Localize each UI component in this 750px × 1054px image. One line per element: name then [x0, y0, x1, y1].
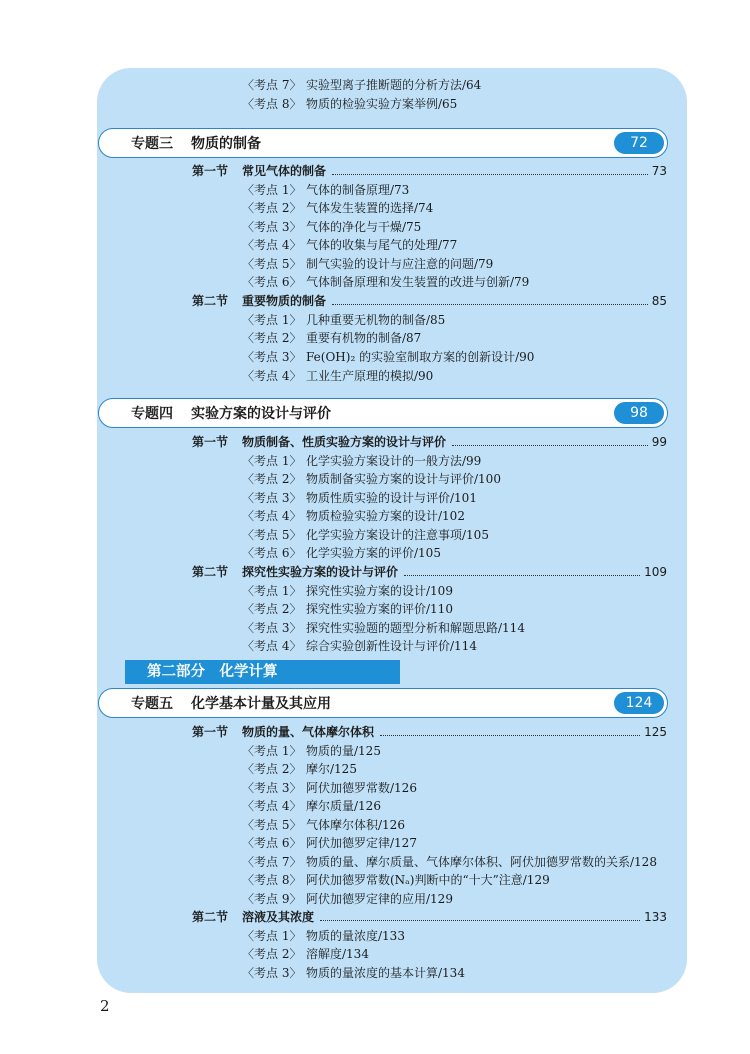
item-title: 制气实验的设计与应注意的问题/79 [306, 257, 494, 271]
item-title: 物质检验实验方案的设计/102 [306, 509, 465, 523]
toc-item[interactable] [242, 453, 481, 470]
item-title: 物质的量浓度的基本计算/134 [306, 966, 465, 980]
toc-item[interactable] [242, 872, 550, 889]
item-tag: 〈考点 5〉 [242, 818, 302, 832]
item-title: 气体的净化与干燥/75 [306, 220, 422, 234]
toc-item[interactable] [242, 761, 357, 778]
item-tag: 〈考点 3〉 [242, 781, 302, 795]
item-title: 物质的检验实验方案举例/65 [306, 97, 458, 111]
item-tag: 〈考点 3〉 [242, 220, 302, 234]
item-title: 摩尔/125 [306, 762, 357, 776]
topic-header[interactable] [98, 128, 668, 158]
toc-item[interactable] [242, 96, 457, 113]
item-title: 气体的收集与尾气的处理/77 [306, 238, 458, 252]
section-label: 第二节 [192, 565, 229, 579]
item-tag: 〈考点 7〉 [242, 855, 302, 869]
section-label: 第一节 [192, 435, 229, 449]
item-title: 探究性实验题的题型分析和解题思路/114 [306, 621, 525, 635]
item-tag: 〈考点 2〉 [242, 602, 302, 616]
item-tag: 〈考点 1〉 [242, 929, 302, 943]
item-title: 气体摩尔体积/126 [306, 818, 405, 832]
item-title: 气体的制备原理/73 [306, 183, 410, 197]
toc-item[interactable] [242, 219, 421, 236]
toc-item[interactable] [242, 471, 501, 488]
item-title: 化学实验方案设计的一般方法/99 [306, 454, 482, 468]
item-tag: 〈考点 7〉 [242, 78, 302, 92]
section-title: 常见气体的制备 [242, 164, 327, 178]
item-tag: 〈考点 6〉 [242, 546, 302, 560]
toc-item[interactable] [242, 312, 445, 329]
section-row[interactable] [192, 434, 667, 451]
section-title: 溶液及其浓度 [242, 910, 315, 924]
item-tag: 〈考点 2〉 [242, 762, 302, 776]
item-tag: 〈考点 4〉 [242, 238, 302, 252]
dot-leader [332, 303, 648, 305]
dot-leader [320, 919, 640, 921]
item-tag: 〈考点 1〉 [242, 313, 302, 327]
item-title: 阿伏加德罗定律/127 [306, 836, 417, 850]
section-page: 85 [651, 294, 667, 308]
topic-header[interactable] [98, 688, 668, 718]
toc-item[interactable] [242, 583, 453, 600]
item-title: 阿伏加德罗常数(Nₐ)判断中的“十大”注意/129 [306, 873, 550, 887]
item-title: 物质的量、摩尔质量、气体摩尔体积、阿伏加德罗常数的关系/128 [306, 855, 657, 869]
toc-item[interactable] [242, 817, 405, 834]
item-tag: 〈考点 6〉 [242, 275, 302, 289]
item-tag: 〈考点 5〉 [242, 528, 302, 542]
toc-item[interactable] [242, 237, 457, 254]
toc-item[interactable] [242, 545, 441, 562]
item-title: 探究性实验方案的设计/109 [306, 584, 453, 598]
section-label: 第二节 [192, 294, 229, 308]
item-title: 化学实验方案设计的注意事项/105 [306, 528, 489, 542]
toc-item[interactable] [242, 490, 477, 507]
section-page: 99 [651, 435, 667, 449]
section-title: 物质制备、性质实验方案的设计与评价 [242, 435, 447, 449]
toc-item[interactable] [242, 638, 477, 655]
item-title: 溶解度/134 [306, 947, 369, 961]
topic-title: 化学基本计量及其应用 [191, 696, 331, 712]
item-title: 物质的量浓度/133 [306, 929, 405, 943]
item-tag: 〈考点 2〉 [242, 201, 302, 215]
section-title: 物质的量、气体摩尔体积 [242, 725, 375, 739]
item-tag: 〈考点 1〉 [242, 744, 302, 758]
item-title: 物质制备实验方案的设计与评价/100 [306, 472, 501, 486]
topic-header[interactable] [98, 398, 668, 428]
toc-item[interactable] [242, 854, 657, 871]
item-title: 气体发生装置的选择/74 [306, 201, 434, 215]
toc-item[interactable] [242, 200, 433, 217]
item-title: 几种重要无机物的制备/85 [306, 313, 446, 327]
item-tag: 〈考点 3〉 [242, 350, 302, 364]
item-title: 综合实验创新性设计与评价/114 [306, 639, 477, 653]
dot-leader [404, 574, 640, 576]
item-title: 重要有机物的制备/87 [306, 331, 422, 345]
item-title: 实验型离子推断题的分析方法/64 [306, 78, 482, 92]
item-tag: 〈考点 4〉 [242, 369, 302, 383]
section-label: 第一节 [192, 725, 229, 739]
toc-item[interactable] [242, 527, 489, 544]
item-tag: 〈考点 2〉 [242, 472, 302, 486]
topic-page-badge: 72 [614, 132, 664, 154]
toc-item[interactable] [242, 368, 433, 385]
item-tag: 〈考点 1〉 [242, 183, 302, 197]
item-title: Fe(OH)₂ 的实验室制取方案的创新设计/90 [306, 350, 535, 364]
toc-item[interactable] [242, 330, 421, 347]
item-title: 摩尔质量/126 [306, 799, 381, 813]
section-row[interactable] [192, 293, 667, 310]
toc-item[interactable] [242, 77, 481, 94]
item-tag: 〈考点 8〉 [242, 873, 302, 887]
toc-item[interactable] [242, 965, 465, 982]
section-page: 109 [644, 565, 667, 579]
item-tag: 〈考点 3〉 [242, 966, 302, 980]
topic-page-badge: 124 [614, 692, 664, 714]
part-banner[interactable]: 第二部分 化学计算 [125, 660, 400, 684]
toc-item[interactable] [242, 780, 417, 797]
item-tag: 〈考点 1〉 [242, 584, 302, 598]
toc-item[interactable] [242, 349, 534, 366]
section-row[interactable] [192, 724, 667, 741]
item-tag: 〈考点 8〉 [242, 97, 302, 111]
item-tag: 〈考点 2〉 [242, 947, 302, 961]
dot-leader [380, 734, 640, 736]
item-title: 物质性质实验的设计与评价/101 [306, 491, 477, 505]
toc-item[interactable] [242, 928, 405, 945]
item-tag: 〈考点 4〉 [242, 509, 302, 523]
toc-item[interactable] [242, 508, 465, 525]
section-title: 重要物质的制备 [242, 294, 327, 308]
section-row[interactable] [192, 163, 667, 180]
section-page: 125 [644, 725, 667, 739]
item-tag: 〈考点 5〉 [242, 257, 302, 271]
item-tag: 〈考点 1〉 [242, 454, 302, 468]
item-tag: 〈考点 3〉 [242, 621, 302, 635]
topic-title: 实验方案的设计与评价 [191, 406, 331, 422]
dot-leader [452, 444, 648, 446]
topic-number: 专题五 [131, 696, 173, 712]
item-tag: 〈考点 2〉 [242, 331, 302, 345]
item-title: 化学实验方案的评价/105 [306, 546, 441, 560]
item-title: 探究性实验方案的评价/110 [306, 602, 453, 616]
topic-page-badge: 98 [614, 402, 664, 424]
section-label: 第二节 [192, 910, 229, 924]
item-title: 阿伏加德罗定律的应用/129 [306, 892, 453, 906]
item-tag: 〈考点 6〉 [242, 836, 302, 850]
section-page: 133 [644, 910, 667, 924]
item-title: 阿伏加德罗常数/126 [306, 781, 417, 795]
topic-title: 物质的制备 [191, 136, 261, 152]
toc-item[interactable] [242, 835, 417, 852]
toc-item[interactable] [242, 620, 525, 637]
page-number: 2 [100, 997, 110, 1015]
section-row[interactable] [192, 909, 667, 926]
toc-item[interactable] [242, 256, 493, 273]
toc-item[interactable] [242, 274, 529, 291]
topic-number: 专题三 [131, 136, 173, 152]
topic-number: 专题四 [131, 406, 173, 422]
toc-item[interactable] [242, 946, 369, 963]
section-row[interactable] [192, 564, 667, 581]
item-tag: 〈考点 4〉 [242, 639, 302, 653]
section-label: 第一节 [192, 164, 229, 178]
dot-leader [332, 173, 648, 175]
toc-item[interactable] [242, 798, 381, 815]
item-tag: 〈考点 3〉 [242, 491, 302, 505]
section-page: 73 [651, 164, 667, 178]
item-title: 工业生产原理的模拟/90 [306, 369, 434, 383]
item-title: 气体制备原理和发生装置的改进与创新/79 [306, 275, 530, 289]
item-tag: 〈考点 4〉 [242, 799, 302, 813]
item-title: 物质的量/125 [306, 744, 381, 758]
toc-item[interactable] [242, 182, 409, 199]
toc-item[interactable] [242, 601, 453, 618]
section-title: 探究性实验方案的设计与评价 [242, 565, 399, 579]
item-tag: 〈考点 9〉 [242, 892, 302, 906]
toc-item[interactable] [242, 891, 453, 908]
toc-item[interactable] [242, 743, 381, 760]
